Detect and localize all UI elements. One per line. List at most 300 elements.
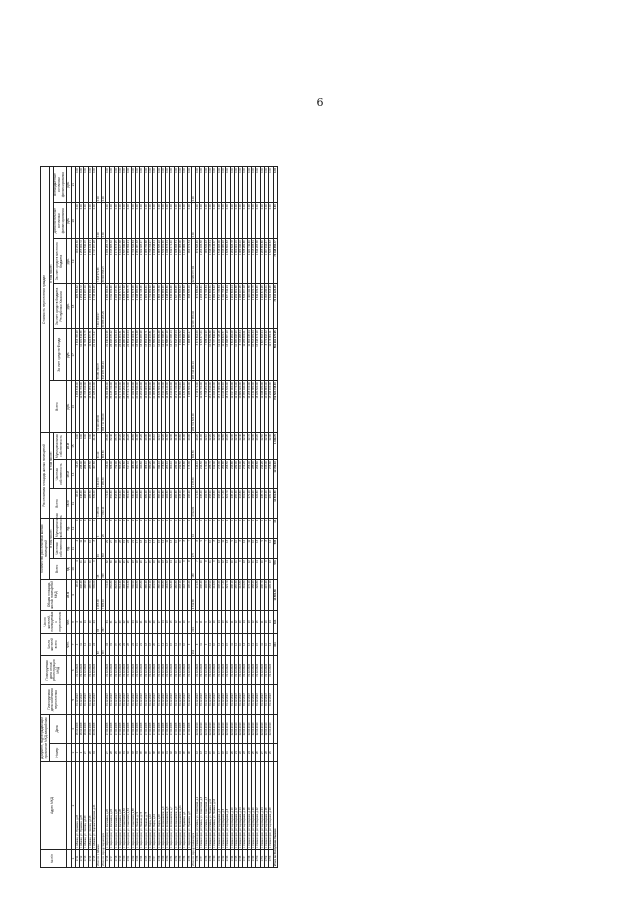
table-cell: 299.10 <box>269 579 273 611</box>
table-cell: 20 280 962.16 <box>123 329 127 381</box>
table-cell: 288.90 <box>84 489 88 518</box>
table-cell: 490 259.30 <box>75 239 79 284</box>
table-cell: 31 <box>110 611 114 634</box>
table-cell: 539.00 <box>93 489 97 518</box>
table-cell: 28 <box>110 744 114 762</box>
table-cell: 872 525.49 <box>196 239 200 284</box>
table-cell: 1 300 401.19 <box>234 239 238 284</box>
table-cell: 1725 <box>144 849 148 867</box>
table-cell: 22.90 <box>217 433 221 460</box>
table-cell: 12 247 588.65 <box>161 329 165 381</box>
table-cell: 1 <box>75 744 79 762</box>
table-cell: 1 536 282.86 <box>243 239 247 284</box>
table-cell: 36 <box>144 744 148 762</box>
table-cell: 1 518 923.00 <box>217 239 221 284</box>
table-cell: 17.02.2006 <box>144 714 148 743</box>
table-cell: 535 <box>273 539 277 559</box>
table-cell: 171.30 <box>196 489 200 518</box>
table-cell: 2 743 169.45 <box>93 284 97 329</box>
table-cell: 4 166 147.31 <box>114 284 118 329</box>
table-cell: 189 <box>191 559 195 579</box>
table-cell: 20.90 <box>187 433 191 460</box>
table-cell: 1747 <box>243 849 247 867</box>
table-cell: 4 <box>75 559 79 579</box>
column-number: 15 <box>71 433 75 460</box>
table-cell: 23.30 <box>144 433 148 460</box>
table-cell: 9 637 693.94 <box>260 329 264 381</box>
table-cell: 31.12.2024 <box>93 656 97 685</box>
table-cell: 28 <box>88 744 92 762</box>
table-cell: 12 048 030.00 <box>260 381 264 433</box>
table-cell: 12 <box>247 559 251 579</box>
table-cell: 14 <box>191 518 195 538</box>
table-cell: 1 <box>213 518 217 538</box>
table-cell: 1750 <box>256 849 260 867</box>
table-cell: 0.00 <box>123 203 127 239</box>
table-cell: 1741 <box>217 849 221 867</box>
table-cell: 12 <box>209 633 213 656</box>
table-cell: 10 031 844.56 <box>80 329 84 381</box>
table-cell: 1733 <box>179 849 183 867</box>
column-number: 7 <box>71 633 75 656</box>
header-extra: Дополнительные источники финансирования <box>54 203 66 239</box>
table-cell: 497.60 <box>93 460 97 489</box>
table-cell: 1740 <box>213 849 217 867</box>
table-cell: 0.00 <box>140 203 144 239</box>
table-cell: 13 <box>243 559 247 579</box>
table-cell: 96.20 <box>75 460 79 489</box>
table-cell: 31.12.2023 <box>196 685 200 714</box>
table-cell: 1727 <box>153 849 157 867</box>
header-extrafin: Внебюджетные источники финансирования <box>54 167 66 203</box>
table-cell: 22.04.2010 <box>204 714 208 743</box>
table-cell: 256.40 <box>247 460 251 489</box>
table-cell: 17 <box>217 744 221 762</box>
table-cell: 1 <box>148 518 152 538</box>
table-cell: 31.12.2023 <box>226 685 230 714</box>
table-cell: 0 <box>75 518 79 538</box>
table-cell: 702 523 748.00 <box>273 381 277 433</box>
table-cell: 11 <box>260 611 264 634</box>
table-cell: г. Черногорск, ул. Советская, д.54 <box>127 762 131 850</box>
table-cell: 1746 <box>239 849 243 867</box>
table-cell: 321.70 <box>226 579 230 611</box>
page-number: 6 <box>316 96 324 109</box>
table-cell: 20 492 340.00 <box>136 381 140 433</box>
table-cell: 14 <box>170 559 174 579</box>
table-cell: г. Черногорск, ул. Калинина, д.26 <box>114 762 118 850</box>
table-cell: 214 <box>191 633 195 656</box>
table-cell: 1 644 206.36 <box>256 239 260 284</box>
table-cell: 17.02.2006 <box>174 714 178 743</box>
table-cell: 1752 <box>264 849 268 867</box>
table-cell: 16 392 372.48 <box>136 329 140 381</box>
column-number: 16 <box>71 381 75 433</box>
table-cell: 1737 <box>200 849 204 867</box>
table-cell: г. Саяногорск, рп Майна, ул. Советская, д.3 <box>200 762 204 850</box>
table-cell: 650.80 <box>110 579 114 611</box>
table-cell: 18 <box>144 633 148 656</box>
table-cell: 1 420 411.56 <box>247 284 251 329</box>
unit-cell: руб. <box>66 167 71 203</box>
table-cell: 45.20 <box>140 433 144 460</box>
table-cell: 31.12.2024 <box>131 656 135 685</box>
rotated-sheet <box>40 166 605 868</box>
table-cell: г. Черногорск, ул. Мира, д.16 <box>157 762 161 850</box>
table-cell: 13 <box>166 611 170 634</box>
table-cell: 10 395 006.93 <box>234 329 238 381</box>
table-cell: 14 <box>161 611 165 634</box>
table-cell: 31.12.2023 <box>136 685 140 714</box>
table-cell: 21 963 350.00 <box>153 381 157 433</box>
table-cell: 16.12.2008 <box>80 714 84 743</box>
table-cell: 0.00 <box>75 167 79 203</box>
table-cell: 22.10 <box>204 433 208 460</box>
table-cell: 1726 <box>148 849 152 867</box>
table-cell: 0.00 <box>221 167 225 203</box>
table-cell: 15 310 720.00 <box>161 381 165 433</box>
table-cell: 0.00 <box>161 203 165 239</box>
table-cell: 2 <box>153 518 157 538</box>
table-cell: 31.12.2024 <box>256 656 260 685</box>
header-planned-demolish: Планируемая дата сноса/ реконструкции МКД <box>41 656 67 685</box>
table-cell: 0.00 <box>80 167 84 203</box>
table-cell: 26 <box>127 611 131 634</box>
table-cell: 21 <box>140 611 144 634</box>
table-cell: 998 535.19 <box>187 284 191 329</box>
table-cell: 2 <box>118 518 122 538</box>
table-cell: 612.40 <box>118 489 122 518</box>
table-cell: 232.90 <box>234 460 238 489</box>
table-cell: 0.00 <box>187 203 191 239</box>
table-cell: 31.12.2023 <box>105 685 109 714</box>
table-cell: 215.40 <box>264 579 268 611</box>
table-cell: 13 <box>200 744 204 762</box>
table-cell: 3 120 127.38 <box>118 239 122 284</box>
table-cell: 17 569 001.73 <box>153 329 157 381</box>
table-cell: 27 <box>110 539 114 559</box>
table-cell: 21.50 <box>166 433 170 460</box>
table-cell: 14 486 140.00 <box>166 381 170 433</box>
table-cell: 498.10 <box>123 579 127 611</box>
table-cell: 300.10 <box>170 460 174 489</box>
table-cell: 9 <box>183 559 187 579</box>
table-cell: 0.00 <box>256 167 260 203</box>
column-number: 2 <box>71 762 75 850</box>
table-cell: 213.80 <box>230 460 234 489</box>
table-cell: 278.60 <box>161 460 165 489</box>
table-cell: 352.10 <box>148 489 152 518</box>
table-cell: 1 096 249.11 <box>264 284 268 329</box>
table-cell: г. Абакан, ул. Пушкина, д.25 <box>80 762 84 850</box>
table-cell: 1 454 122.21 <box>88 239 92 284</box>
table-cell: 2 856 565.75 <box>127 284 131 329</box>
table-cell: 16 <box>148 633 152 656</box>
table-cell: 258.20 <box>252 489 256 518</box>
table-cell: 8 770 416.42 <box>264 329 268 381</box>
table-cell: 4 <box>75 611 79 634</box>
table-cell: 17.02.2006 <box>170 714 174 743</box>
table-cell: 16 374 530.00 <box>226 381 230 433</box>
table-cell: 9 <box>93 559 97 579</box>
table-cell: г. Саяногорск, рп Майна, ул. Советская, д.5 <box>204 762 208 850</box>
table-cell: 31.12.2024 <box>105 656 109 685</box>
table-cell: 489 593.42 <box>75 284 79 329</box>
table-cell: 31.12.2024 <box>269 656 273 685</box>
table-cell: 1736 <box>196 849 200 867</box>
table-cell: 17 <box>153 539 157 559</box>
table-cell: 11 <box>234 559 238 579</box>
table-cell: 31.12.2023 <box>269 685 273 714</box>
header-cost-total: Всего <box>49 381 66 433</box>
table-cell: 1742 <box>221 849 225 867</box>
table-cell: г. Черногорск, ул. Космонавтов, д.11 <box>179 762 183 850</box>
table-cell: 1734 <box>183 849 187 867</box>
table-cell: 11 <box>252 559 256 579</box>
table-cell: 16 <box>148 611 152 634</box>
table-cell: 1 <box>217 518 221 538</box>
table-cell: 1 092 178.43 <box>213 284 217 329</box>
table-cell: 260.80 <box>174 489 178 518</box>
table-cell: 15 <box>170 611 174 634</box>
table-cell: 0 <box>84 518 88 538</box>
table-cell: 1728 <box>157 849 161 867</box>
table-cell: 31.12.2023 <box>239 685 243 714</box>
table-cell: 31.12.2023 <box>183 685 187 714</box>
table-cell: 10 <box>174 539 178 559</box>
table-cell: 10 <box>179 559 183 579</box>
table-cell: 31.12.2023 <box>234 685 238 714</box>
table-cell: 0.00 <box>269 203 273 239</box>
table-cell: 0.00 <box>80 433 84 460</box>
table-cell: 12 <box>209 611 213 634</box>
table-cell: 18 <box>221 744 225 762</box>
table-cell: 0.00 <box>273 167 277 203</box>
table-cell: 43 <box>174 744 178 762</box>
table-cell: 321.70 <box>226 489 230 518</box>
table-cell: 214.60 <box>213 489 217 518</box>
table-cell: 14 <box>148 539 152 559</box>
table-cell: 2 198 218.41 <box>153 239 157 284</box>
table-cell: 12 762.10 <box>273 460 277 489</box>
table-cell: 23.20 <box>256 433 260 460</box>
table-cell: 352.10 <box>148 579 152 611</box>
unit-cell: руб. <box>66 239 71 284</box>
table-cell: 23 <box>243 744 247 762</box>
table-cell: 0.00 <box>209 203 213 239</box>
table-cell: 41.40 <box>93 433 97 460</box>
table-cell: 26 <box>118 539 122 559</box>
header-residents: Число жителей всего <box>41 633 67 656</box>
table-cell: 0.00 <box>191 203 195 239</box>
table-cell: 13 <box>247 633 251 656</box>
table-cell: 1 <box>247 518 251 538</box>
table-cell: 12 <box>174 611 178 634</box>
table-cell: 96.20 <box>75 489 79 518</box>
table-cell: 0.00 <box>114 167 118 203</box>
table-cell: 10 <box>260 559 264 579</box>
table-cell: 322.40 <box>170 489 174 518</box>
table-cell: 44 <box>97 539 101 559</box>
table-cell: 300.80 <box>161 579 165 611</box>
table-cell: 455.80 <box>140 489 144 518</box>
table-cell: 1751 <box>260 849 264 867</box>
table-cell: 23 200 220.00 <box>140 381 144 433</box>
table-cell: 1 113 036.83 <box>183 284 187 329</box>
table-cell: 236.40 <box>200 489 204 518</box>
table-cell: 31.12.2024 <box>217 656 221 685</box>
table-cell: 19 <box>153 559 157 579</box>
table-cell: 284.60 <box>166 579 170 611</box>
table-cell: 38 <box>153 744 157 762</box>
table-cell: 1 097 194.47 <box>264 239 268 284</box>
table-cell: 27 022 810.00 <box>131 381 135 433</box>
header-fund: За счет средств Фонда <box>54 329 66 381</box>
table-cell: 22.50 <box>260 433 264 460</box>
table-cell: 17.02.2006 <box>183 714 187 743</box>
table-cell: 31 <box>110 633 114 656</box>
table-cell: 31.12.2024 <box>183 656 187 685</box>
table-cell: 999 379.54 <box>187 239 191 284</box>
table-cell: 19 <box>136 633 140 656</box>
table-cell: 0.00 <box>88 433 92 460</box>
table-cell: 14 <box>243 611 247 634</box>
table-cell: 31.12.2024 <box>260 656 264 685</box>
table-cell: 1732 <box>174 849 178 867</box>
table-cell: 31.12.2024 <box>264 656 268 685</box>
table-cell: 13 <box>221 611 225 634</box>
table-cell: 12 <box>221 559 225 579</box>
table-cell: 0.00 <box>200 203 204 239</box>
table-cell: 255.30 <box>234 489 238 518</box>
header-area-incl: в том числе: <box>49 433 54 489</box>
header-residents-plan: Число жителей, планируемых к переселению <box>41 611 67 634</box>
table-cell: 1743 <box>226 849 230 867</box>
table-cell: 0 <box>80 518 84 538</box>
table-cell: 650.80 <box>110 489 114 518</box>
table-cell: 15 <box>226 611 230 634</box>
table-cell: 0.00 <box>101 167 105 203</box>
table-cell: 31.12.2023 <box>131 685 135 714</box>
table-cell: 3 <box>114 518 118 538</box>
table-cell: 14 <box>217 611 221 634</box>
table-cell: 517.10 <box>127 460 131 489</box>
table-cell: 12 <box>196 744 200 762</box>
table-cell: 12 <box>166 559 170 579</box>
table-cell: 0.00 <box>243 203 247 239</box>
table-cell: 1 317 695.31 <box>209 284 213 329</box>
table-cell: 18 639 580.00 <box>157 381 161 433</box>
table-cell: 31.12.2023 <box>118 685 122 714</box>
table-cell: 28 570 170.00 <box>127 381 131 433</box>
header-region: За счет средств бюджета Республики Хакасия <box>54 284 66 329</box>
table-cell: 20 <box>153 633 157 656</box>
table-cell: 18 <box>140 539 144 559</box>
table-cell: 31.12.2024 <box>221 656 225 685</box>
table-cell: 7 988 665.27 <box>187 329 191 381</box>
table-cell: 246.40 <box>80 460 84 489</box>
table-cell: 14 705 010.00 <box>84 381 88 433</box>
table-cell: 246.40 <box>80 489 84 518</box>
table-cell: 24 <box>131 633 135 656</box>
table-cell: 14 <box>226 559 230 579</box>
table-cell: 1 <box>161 518 165 538</box>
table-cell: 20 <box>140 559 144 579</box>
table-cell: 3 311 999.46 <box>110 284 114 329</box>
table-cell: 215.40 <box>264 489 268 518</box>
table-cell: 41 666 740.00 <box>114 381 118 433</box>
table-cell: 25 <box>252 744 256 762</box>
table-cell: 34 <box>136 744 140 762</box>
table-cell: 0.00 <box>234 167 238 203</box>
table-cell: 10 <box>88 539 92 559</box>
table-cell: 0.00 <box>144 167 148 203</box>
table-cell: 2 051 987.33 <box>136 239 140 284</box>
table-cell: 31.12.2024 <box>196 656 200 685</box>
table-cell: 301.60 <box>243 579 247 611</box>
table-cell: 26 <box>127 633 131 656</box>
table-cell: 70 318 353.77 <box>273 239 277 284</box>
table-cell: 31.12.2024 <box>213 656 217 685</box>
table-cell: 3 916 765.28 <box>75 329 79 381</box>
table-cell: 1744 <box>230 849 234 867</box>
table-cell: 31.12.2023 <box>252 685 256 714</box>
table-cell: 42 <box>170 744 174 762</box>
table-cell: 4 512.80 <box>191 579 195 611</box>
table-cell: г. Черногорск, ул. Калинина, д.24 <box>110 762 114 850</box>
table-cell: 1 186 305.42 <box>179 284 183 329</box>
table-cell: 28 <box>264 744 268 762</box>
table-cell: 33 329 919.44 <box>114 329 118 381</box>
table-cell: 0.00 <box>239 167 243 203</box>
table-cell: 1 981 804.41 <box>144 284 148 329</box>
table-cell: 17.02.2006 <box>161 714 165 743</box>
table-cell: 39 866 205.29 <box>101 284 105 329</box>
table-cell: 10 <box>213 633 217 656</box>
table-cell: 31.12.2024 <box>209 656 213 685</box>
table-cell: 9 <box>260 539 264 559</box>
table-cell: 8 <box>93 539 97 559</box>
table-cell: 9 <box>230 539 234 559</box>
unit-cell: чел. <box>66 611 71 634</box>
table-cell: 22 989 377.84 <box>191 239 195 284</box>
table-cell: 772.20 <box>105 489 109 518</box>
table-cell: 345 <box>101 559 105 579</box>
table-cell: 31.12.2024 <box>144 656 148 685</box>
table-cell: 9 <box>187 633 191 656</box>
table-cell: 29 <box>105 539 109 559</box>
table-cell: 0.00 <box>170 203 174 239</box>
table-cell: 644 <box>273 611 277 634</box>
header-cost-incl: в том числе: <box>49 167 54 381</box>
table-cell: 11 <box>179 611 183 634</box>
table-cell: 0.00 <box>75 433 79 460</box>
table-cell: 1 314 131.75 <box>252 284 256 329</box>
subtotal-label: Итого по Республике Хакасия <box>273 762 277 868</box>
table-cell: 9 <box>187 611 191 634</box>
table-cell: 22.40 <box>234 433 238 460</box>
table-cell: 31.12.2023 <box>84 685 88 714</box>
table-cell: 0.00 <box>157 203 161 239</box>
table-cell: 1748 <box>247 849 251 867</box>
table-cell: 1 328 398.51 <box>174 239 178 284</box>
table-cell: 10 <box>183 611 187 634</box>
table-cell: 22.20 <box>213 433 217 460</box>
table-cell: 16.02.2006 <box>84 714 88 743</box>
column-number: 9 <box>71 579 75 611</box>
table-cell: 0.00 <box>252 203 256 239</box>
table-cell: г. Черногорск, ул. Калинина, д.28 <box>118 762 122 850</box>
